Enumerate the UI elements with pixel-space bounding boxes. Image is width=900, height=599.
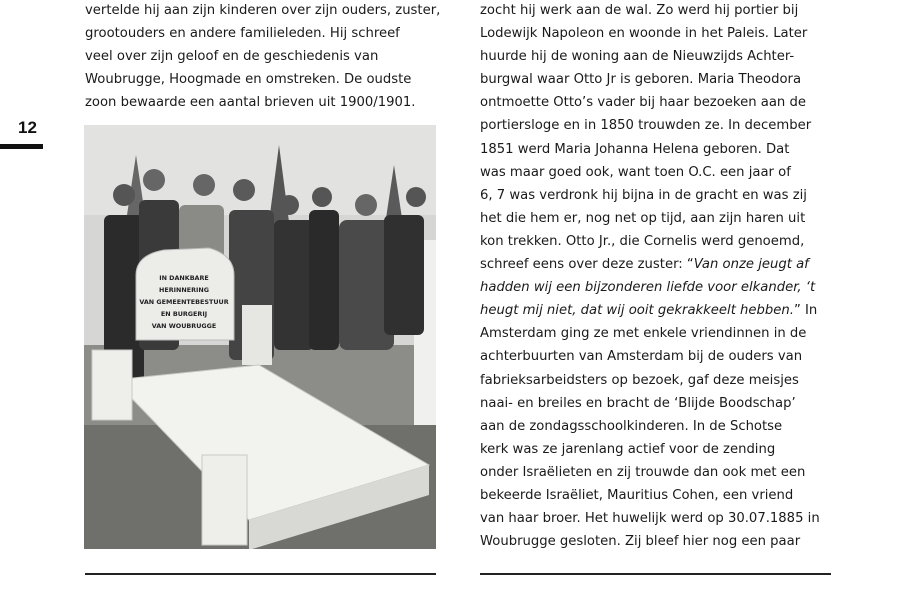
text-line: zocht hij werk aan de wal. Zo werd hij portier bij bbox=[480, 3, 799, 18]
page-number: 12 bbox=[18, 118, 37, 137]
inscription-line: IN DANKBARE bbox=[159, 274, 209, 282]
text-line: 6, 7 was verdronk hij bijna in de gracht en was zij bbox=[480, 187, 807, 203]
text-line: veel over zijn geloof en de geschiedenis van bbox=[85, 49, 379, 65]
text-line: achterbuurten van Amsterdam bij de ouders van bbox=[480, 349, 803, 365]
photo-illustration bbox=[84, 125, 436, 549]
bottom-rule-right bbox=[480, 573, 831, 575]
inscription-line: HERINNERING bbox=[159, 286, 209, 294]
text-line: fabrieksarbeidsters op bezoek, gaf deze meisjes bbox=[480, 372, 799, 388]
text-line: aan de zondagsschoolkinderen. In de Schotse bbox=[480, 418, 783, 434]
inscription-line: VAN GEMEENTEBESTUUR bbox=[139, 298, 229, 306]
text-line bbox=[480, 276, 835, 299]
text-line: grootouders en andere familieleden. Hij schreef bbox=[85, 26, 400, 42]
text-segment: ” In bbox=[793, 303, 818, 319]
text-line bbox=[480, 299, 835, 322]
text-line: kon trekken. Otto Jr., die Cornelis werd genoemd, bbox=[480, 233, 805, 249]
inscription-line: VAN WOUBRUGGE bbox=[151, 322, 217, 330]
quote-italic: Van onze jeugt af bbox=[693, 257, 809, 273]
text-line: vertelde hij aan zijn kinderen over zijn ouders, zuster, bbox=[85, 3, 441, 18]
bottom-rule-left bbox=[85, 573, 436, 575]
text-line: kerk was ze jarenlang actief voor de zending bbox=[480, 441, 776, 457]
text-line: het die hem er, nog net op tijd, aan zijn haren uit bbox=[480, 210, 806, 226]
text-line: bekeerde Israëliet, Mauritius Cohen, een vriend bbox=[480, 487, 794, 503]
right-column bbox=[480, 0, 835, 553]
page-number-marker bbox=[0, 144, 43, 149]
inscription-line: EN BURGERIJ bbox=[160, 310, 208, 318]
text-line: zoon bewaarde een aantal brieven uit 1900/1901. bbox=[85, 95, 416, 111]
text-line: ontmoette Otto’s vader bij haar bezoeken aan de bbox=[480, 95, 806, 111]
text-line: huurde hij de woning aan de Nieuwzijds Achter- bbox=[480, 49, 795, 65]
text-line: Woubrugge gesloten. Zij bleef hier nog een paar bbox=[480, 534, 801, 550]
text-line bbox=[480, 253, 835, 276]
text-line: Woubrugge, Hoogmade en omstreken. De oudste bbox=[85, 72, 412, 88]
text-line: onder Israëlieten en zij trouwde dan ook met een bbox=[480, 464, 806, 480]
text-line: portiersloge en in 1850 trouwden ze. In december bbox=[480, 118, 812, 134]
text-line: naai- en breiles en bracht de ‘Blijde Boodschap’ bbox=[480, 395, 796, 411]
quote-italic: hadden wij een bijzonderen liefde voor elkander, ‘t bbox=[480, 280, 816, 296]
memorial-photograph bbox=[84, 125, 436, 549]
text-line: Lodewijk Napoleon en woonde in het Paleis. Later bbox=[480, 26, 808, 42]
text-line: Amsterdam ging ze met enkele vriendinnen in de bbox=[480, 326, 807, 342]
text-line: van haar broer. Het huwelijk werd op 30.07.1885 in bbox=[480, 511, 820, 527]
text-line: burgwal waar Otto Jr is geboren. Maria Theodora bbox=[480, 72, 802, 88]
quote-italic: heugt mij niet, dat wij ooit gekrakkeelt hebben. bbox=[480, 303, 794, 319]
text-line: was maar goed ook, want toen O.C. een jaar of bbox=[480, 164, 791, 180]
left-column bbox=[85, 0, 440, 114]
text-segment: schreef eens over deze zuster: “ bbox=[480, 257, 694, 273]
text-line: 1851 werd Maria Johanna Helena geboren. Dat bbox=[480, 141, 790, 157]
